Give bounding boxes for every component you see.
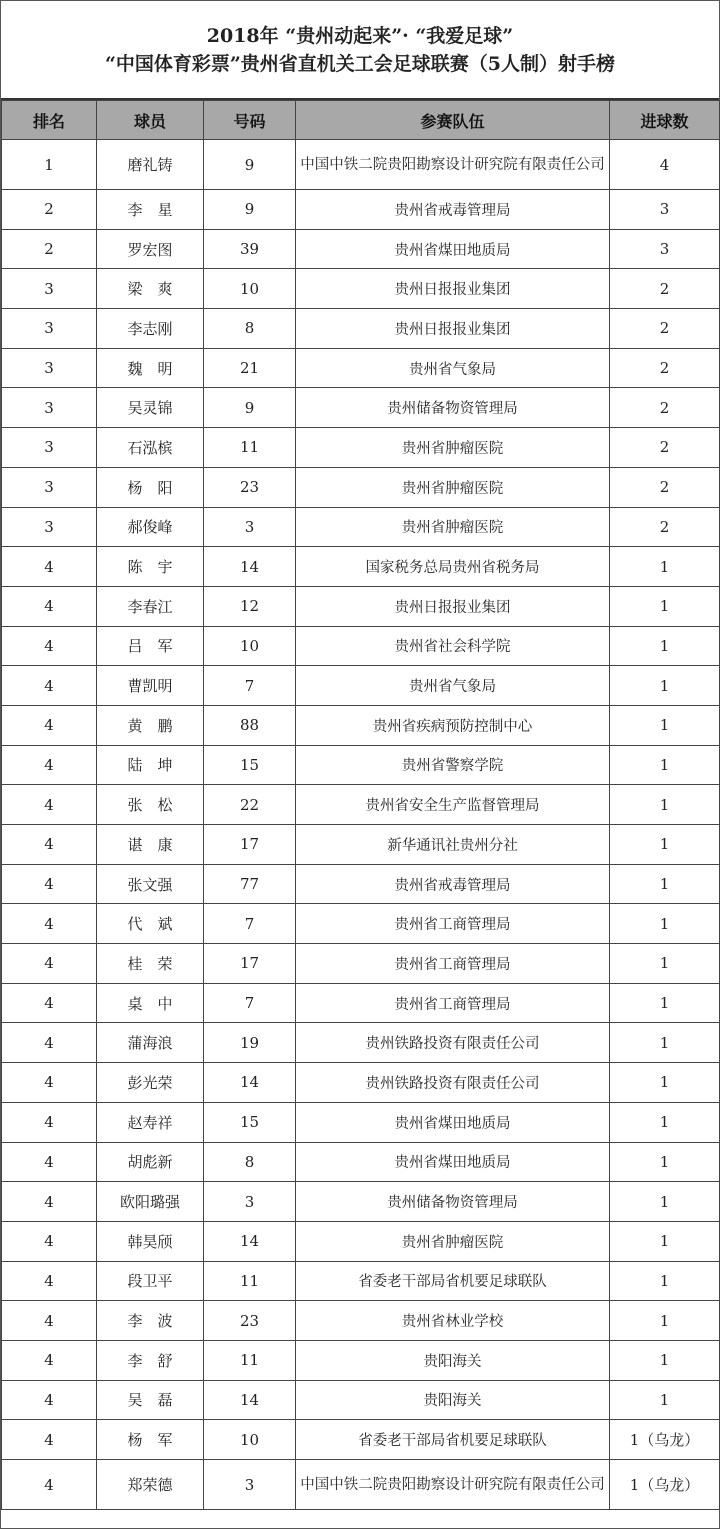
- cell-rank: 4: [2, 1460, 97, 1510]
- cell-rank: 4: [2, 1023, 97, 1063]
- cell-number: 23: [204, 467, 296, 507]
- cell-goals: 1（乌龙）: [610, 1460, 720, 1510]
- cell-goals: 1: [610, 586, 720, 626]
- cell-goals: 1: [610, 825, 720, 865]
- cell-goals: 1（乌龙）: [610, 1420, 720, 1460]
- table-row: [2, 1142, 720, 1182]
- cell-player: 张文强: [97, 864, 204, 904]
- table-row: [2, 269, 720, 309]
- cell-number: 7: [204, 666, 296, 706]
- cell-player: 李 星: [97, 190, 204, 230]
- cell-goals: 3: [610, 229, 720, 269]
- cell-rank: 4: [2, 785, 97, 825]
- cell-goals: 2: [610, 269, 720, 309]
- cell-team: 贵州省煤田地质局: [296, 229, 610, 269]
- scorer-table: [1, 100, 720, 1510]
- cell-goals: 1: [610, 1340, 720, 1380]
- cell-number: 17: [204, 825, 296, 865]
- cell-player: 杨 军: [97, 1420, 204, 1460]
- cell-player: 代 斌: [97, 904, 204, 944]
- cell-rank: 4: [2, 904, 97, 944]
- table-row: [2, 785, 720, 825]
- cell-player: 张 松: [97, 785, 204, 825]
- cell-goals: 2: [610, 348, 720, 388]
- cell-team: 贵州省煤田地质局: [296, 1102, 610, 1142]
- table-row: [2, 547, 720, 587]
- table-row: [2, 467, 720, 507]
- cell-player: 磨礼铸: [97, 140, 204, 190]
- cell-team: 贵州储备物资管理局: [296, 1182, 610, 1222]
- cell-team: 贵州省安全生产监督管理局: [296, 785, 610, 825]
- cell-player: 郑荣德: [97, 1460, 204, 1510]
- cell-number: 10: [204, 1420, 296, 1460]
- cell-team: 中国中铁二院贵阳勘察设计研究院有限责任公司: [296, 140, 610, 190]
- cell-number: 14: [204, 1380, 296, 1420]
- cell-rank: 4: [2, 666, 97, 706]
- cell-team: 贵州省戒毒管理局: [296, 190, 610, 230]
- cell-team: 贵州省社会科学院: [296, 626, 610, 666]
- cell-team: 新华通讯社贵州分社: [296, 825, 610, 865]
- cell-goals: 1: [610, 705, 720, 745]
- cell-rank: 4: [2, 547, 97, 587]
- cell-goals: 2: [610, 309, 720, 349]
- cell-goals: 1: [610, 1063, 720, 1103]
- cell-goals: 1: [610, 1261, 720, 1301]
- cell-player: 曹凯明: [97, 666, 204, 706]
- cell-player: 石泓槟: [97, 428, 204, 468]
- cell-number: 14: [204, 1063, 296, 1103]
- table-row: [2, 507, 720, 547]
- cell-rank: 2: [2, 229, 97, 269]
- table-row: [2, 904, 720, 944]
- cell-number: 7: [204, 983, 296, 1023]
- cell-player: 李春江: [97, 586, 204, 626]
- cell-rank: 4: [2, 1380, 97, 1420]
- cell-player: 陆 坤: [97, 745, 204, 785]
- cell-team: 贵州省肿瘤医院: [296, 1221, 610, 1261]
- cell-player: 蒲海浪: [97, 1023, 204, 1063]
- cell-rank: 4: [2, 1063, 97, 1103]
- table-row: [2, 140, 720, 190]
- header-number: 号码: [204, 101, 296, 140]
- cell-rank: 4: [2, 626, 97, 666]
- table-row: [2, 388, 720, 428]
- cell-goals: 1: [610, 1142, 720, 1182]
- table-row: [2, 229, 720, 269]
- cell-number: 9: [204, 388, 296, 428]
- table-body: [2, 140, 720, 1510]
- table-row: [2, 745, 720, 785]
- table-row: [2, 626, 720, 666]
- table-row: [2, 1420, 720, 1460]
- title-line-1: 2018年 “贵州动起来”· “我爱足球”: [206, 24, 514, 47]
- cell-goals: 1: [610, 626, 720, 666]
- cell-goals: 1: [610, 864, 720, 904]
- cell-rank: 4: [2, 1301, 97, 1341]
- cell-goals: 1: [610, 944, 720, 984]
- table-row: [2, 705, 720, 745]
- cell-team: 贵州储备物资管理局: [296, 388, 610, 428]
- cell-player: 彭光荣: [97, 1063, 204, 1103]
- cell-goals: 2: [610, 507, 720, 547]
- cell-player: 陈 宇: [97, 547, 204, 587]
- cell-rank: 4: [2, 1102, 97, 1142]
- cell-team: 省委老干部局省机要足球联队: [296, 1420, 610, 1460]
- cell-team: 贵州省林业学校: [296, 1301, 610, 1341]
- cell-number: 19: [204, 1023, 296, 1063]
- table-row: [2, 864, 720, 904]
- cell-number: 7: [204, 904, 296, 944]
- cell-rank: 1: [2, 140, 97, 190]
- cell-rank: 3: [2, 507, 97, 547]
- cell-player: 郝俊峰: [97, 507, 204, 547]
- cell-number: 10: [204, 626, 296, 666]
- cell-team: 贵州省工商管理局: [296, 904, 610, 944]
- cell-team: 国家税务总局贵州省税务局: [296, 547, 610, 587]
- cell-number: 9: [204, 140, 296, 190]
- cell-goals: 1: [610, 1023, 720, 1063]
- cell-team: 贵州日报报业集团: [296, 309, 610, 349]
- table-row: [2, 825, 720, 865]
- cell-goals: 1: [610, 1102, 720, 1142]
- header-goals: 进球数: [610, 101, 720, 140]
- cell-number: 14: [204, 1221, 296, 1261]
- table-row: [2, 428, 720, 468]
- cell-team: 贵州省肿瘤医院: [296, 428, 610, 468]
- page-title: [1, 1, 719, 100]
- cell-team: 贵州日报报业集团: [296, 269, 610, 309]
- cell-number: 21: [204, 348, 296, 388]
- cell-player: 吴 磊: [97, 1380, 204, 1420]
- cell-goals: 1: [610, 745, 720, 785]
- cell-team: 省委老干部局省机要足球联队: [296, 1261, 610, 1301]
- cell-rank: 3: [2, 388, 97, 428]
- table-row: [2, 1023, 720, 1063]
- cell-number: 77: [204, 864, 296, 904]
- cell-rank: 4: [2, 983, 97, 1023]
- cell-number: 8: [204, 309, 296, 349]
- cell-rank: 4: [2, 944, 97, 984]
- cell-goals: 1: [610, 1380, 720, 1420]
- cell-number: 17: [204, 944, 296, 984]
- cell-number: 8: [204, 1142, 296, 1182]
- cell-rank: 4: [2, 1420, 97, 1460]
- cell-player: 吴灵锦: [97, 388, 204, 428]
- cell-number: 11: [204, 1340, 296, 1380]
- cell-team: 贵州省气象局: [296, 666, 610, 706]
- cell-rank: 4: [2, 1221, 97, 1261]
- cell-number: 15: [204, 1102, 296, 1142]
- table-row: [2, 309, 720, 349]
- table-row: [2, 983, 720, 1023]
- cell-rank: 3: [2, 428, 97, 468]
- cell-number: 9: [204, 190, 296, 230]
- cell-rank: 4: [2, 745, 97, 785]
- cell-goals: 1: [610, 1221, 720, 1261]
- table-row: [2, 666, 720, 706]
- table-row: [2, 348, 720, 388]
- cell-goals: 1: [610, 666, 720, 706]
- cell-player: 桌 中: [97, 983, 204, 1023]
- cell-rank: 3: [2, 309, 97, 349]
- cell-number: 3: [204, 1460, 296, 1510]
- cell-goals: 2: [610, 428, 720, 468]
- cell-player: 梁 爽: [97, 269, 204, 309]
- cell-rank: 4: [2, 705, 97, 745]
- table-row: [2, 1221, 720, 1261]
- cell-number: 15: [204, 745, 296, 785]
- cell-goals: 1: [610, 1182, 720, 1222]
- cell-player: 韩昊颀: [97, 1221, 204, 1261]
- cell-player: 罗宏图: [97, 229, 204, 269]
- cell-team: 贵州省工商管理局: [296, 944, 610, 984]
- cell-team: 贵阳海关: [296, 1380, 610, 1420]
- cell-number: 3: [204, 1182, 296, 1222]
- cell-team: 贵阳海关: [296, 1340, 610, 1380]
- table-row: [2, 1301, 720, 1341]
- cell-player: 吕 军: [97, 626, 204, 666]
- cell-rank: 4: [2, 825, 97, 865]
- cell-rank: 4: [2, 1142, 97, 1182]
- cell-number: 23: [204, 1301, 296, 1341]
- cell-team: 贵州铁路投资有限责任公司: [296, 1063, 610, 1103]
- table-row: [2, 586, 720, 626]
- cell-team: 贵州省警察学院: [296, 745, 610, 785]
- cell-player: 魏 明: [97, 348, 204, 388]
- cell-player: 谌 康: [97, 825, 204, 865]
- header-rank: 排名: [2, 101, 97, 140]
- cell-goals: 1: [610, 904, 720, 944]
- table-row: [2, 1261, 720, 1301]
- table-row: [2, 1063, 720, 1103]
- cell-goals: 3: [610, 190, 720, 230]
- table-row: [2, 1340, 720, 1380]
- cell-rank: 3: [2, 269, 97, 309]
- cell-goals: 1: [610, 1301, 720, 1341]
- table-row: [2, 1460, 720, 1510]
- cell-number: 88: [204, 705, 296, 745]
- cell-rank: 2: [2, 190, 97, 230]
- cell-number: 22: [204, 785, 296, 825]
- cell-player: 李志刚: [97, 309, 204, 349]
- cell-rank: 3: [2, 467, 97, 507]
- cell-team: 贵州省肿瘤医院: [296, 507, 610, 547]
- cell-player: 欧阳璐强: [97, 1182, 204, 1222]
- header-player: 球员: [97, 101, 204, 140]
- cell-number: 39: [204, 229, 296, 269]
- cell-rank: 4: [2, 864, 97, 904]
- cell-number: 3: [204, 507, 296, 547]
- table-row: [2, 1182, 720, 1222]
- table-row: [2, 1102, 720, 1142]
- cell-team: 贵州省气象局: [296, 348, 610, 388]
- cell-goals: 1: [610, 983, 720, 1023]
- cell-player: 李 舒: [97, 1340, 204, 1380]
- title-line-2: “中国体育彩票”贵州省直机关工会足球联赛（5人制）射手榜: [104, 52, 616, 75]
- cell-goals: 2: [610, 467, 720, 507]
- cell-number: 14: [204, 547, 296, 587]
- cell-team: 中国中铁二院贵阳勘察设计研究院有限责任公司: [296, 1460, 610, 1510]
- cell-player: 黄 鹏: [97, 705, 204, 745]
- table-row: [2, 944, 720, 984]
- cell-rank: 4: [2, 1340, 97, 1380]
- cell-team: 贵州日报报业集团: [296, 586, 610, 626]
- cell-goals: 4: [610, 140, 720, 190]
- header-team: 参赛队伍: [296, 101, 610, 140]
- cell-rank: 4: [2, 1261, 97, 1301]
- table-row: [2, 1380, 720, 1420]
- cell-player: 胡彪新: [97, 1142, 204, 1182]
- cell-number: 11: [204, 428, 296, 468]
- cell-team: 贵州省戒毒管理局: [296, 864, 610, 904]
- cell-player: 李 波: [97, 1301, 204, 1341]
- table-header-row: [2, 101, 720, 140]
- cell-player: 段卫平: [97, 1261, 204, 1301]
- cell-team: 贵州省工商管理局: [296, 983, 610, 1023]
- cell-player: 杨 阳: [97, 467, 204, 507]
- cell-goals: 1: [610, 547, 720, 587]
- cell-team: 贵州省肿瘤医院: [296, 467, 610, 507]
- cell-rank: 4: [2, 586, 97, 626]
- table-row: [2, 190, 720, 230]
- cell-rank: 4: [2, 1182, 97, 1222]
- cell-rank: 3: [2, 348, 97, 388]
- cell-goals: 1: [610, 785, 720, 825]
- cell-player: 赵寿祥: [97, 1102, 204, 1142]
- cell-team: 贵州铁路投资有限责任公司: [296, 1023, 610, 1063]
- cell-team: 贵州省疾病预防控制中心: [296, 705, 610, 745]
- cell-number: 12: [204, 586, 296, 626]
- cell-player: 桂 荣: [97, 944, 204, 984]
- cell-number: 10: [204, 269, 296, 309]
- cell-number: 11: [204, 1261, 296, 1301]
- cell-team: 贵州省煤田地质局: [296, 1142, 610, 1182]
- cell-goals: 2: [610, 388, 720, 428]
